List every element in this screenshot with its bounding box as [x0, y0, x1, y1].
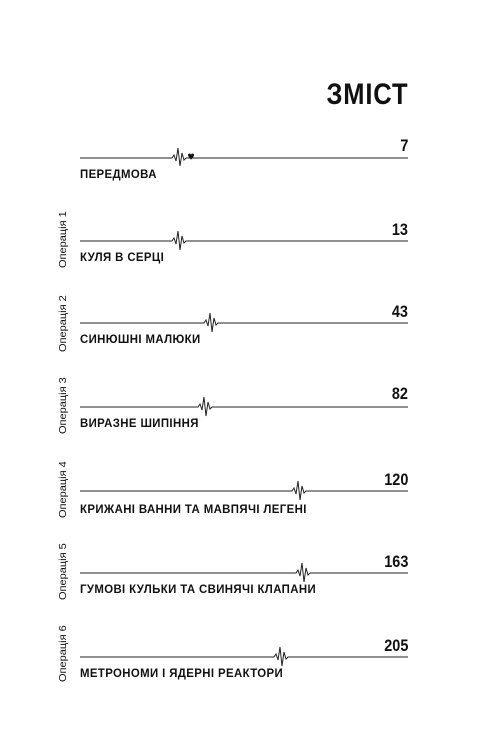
page-number: 163 — [383, 552, 408, 571]
operation-label: Операція 1 — [58, 211, 69, 268]
page-number: 120 — [383, 470, 408, 489]
chapter-title: ГУМОВІ КУЛЬКИ ТА СВИНЯЧІ КЛАПАНИ — [80, 582, 317, 596]
operation-label: Операція 2 — [58, 295, 69, 352]
toc-entry-operation-4[interactable] — [0, 462, 484, 542]
toc-entry-operation-2[interactable] — [0, 294, 484, 374]
heartbeat-line — [80, 396, 408, 418]
toc-entry-operation-6[interactable] — [0, 625, 484, 708]
page-number: 7 — [399, 136, 408, 155]
toc-entry-operation-1[interactable] — [0, 212, 484, 292]
operation-label: Операція 4 — [58, 461, 69, 518]
toc-entry-operation-5[interactable] — [0, 544, 484, 624]
toc-entry-foreword[interactable] — [0, 130, 484, 210]
heart-icon — [188, 154, 194, 161]
page-title: ЗМІСТ — [326, 78, 408, 111]
heartbeat-line — [80, 562, 408, 584]
page-number: 43 — [391, 302, 408, 321]
operation-label: Операція 5 — [58, 543, 69, 600]
heartbeat-line — [80, 646, 408, 668]
chapter-title: КРИЖАНІ ВАННИ ТА МАВПЯЧІ ЛЕГЕНІ — [80, 502, 307, 516]
heartbeat-line — [80, 312, 408, 334]
page-number: 13 — [391, 220, 408, 239]
heartbeat-line — [80, 230, 408, 252]
chapter-title: ПЕРЕДМОВА — [80, 167, 157, 181]
chapter-title: СИНЮШНІ МАЛЮКИ — [80, 332, 201, 346]
page-number: 205 — [383, 636, 408, 655]
page-number: 82 — [391, 384, 408, 403]
chapter-title: ВИРАЗНЕ ШИПІННЯ — [80, 416, 199, 430]
operation-label: Операція 6 — [58, 625, 69, 682]
chapter-title: МЕТРОНОМИ І ЯДЕРНІ РЕАКТОРИ — [80, 666, 284, 680]
heartbeat-line — [80, 146, 408, 168]
operation-label: Операція 3 — [58, 377, 69, 434]
chapter-title: КУЛЯ В СЕРЦІ — [80, 250, 165, 264]
heartbeat-line — [80, 480, 408, 502]
toc-entry-operation-3[interactable] — [0, 376, 484, 456]
